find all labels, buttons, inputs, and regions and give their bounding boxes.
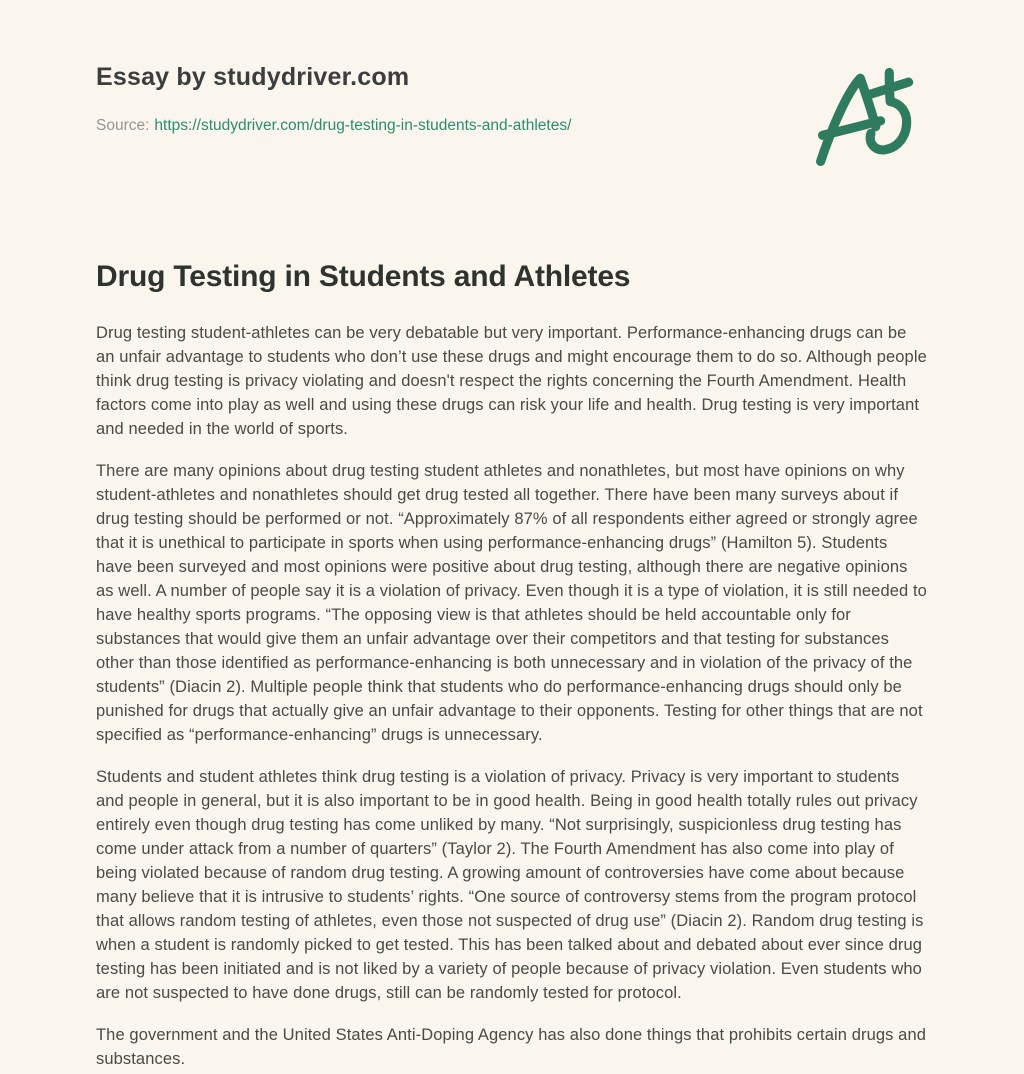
a-plus-logo-icon [810,60,926,172]
source-label: Source: [96,117,150,134]
essay-paragraph-1: Drug testing student-athletes can be very debatable but very important. Performance-enhancing drugs can be an unfair advantage to students who don’t use these drugs and might encourage them to do so. Although people think drug testing is privacy violating and doesn't respect the rights concerning the Fourth Amendment. Health factors come into play as well and using these drugs can risk your life and health. Drug testing is very important and needed in the world of sports. [96,323,927,438]
source-line [96,116,571,136]
header [96,62,928,172]
essay-paragraph-2: There are many opinions about drug testing student athletes and nonathletes, but most have opinions on why student-athletes and nonathletes should get drug tested all together. There have been many surveys about if drug testing should be performed or not. “Approximately 87% of all respondents either agreed or strongly agree that it is unethical to participate in sports when using performance-enhancing drugs” (Hamilton 5). Students have been surveyed and most opinions were positive about drug testing, although there are negative opinions as well. A number of people say it is a violation of privacy. Even though it is a type of violation, it is still needed to have healthy sports programs. “The opposing view is that athletes should be held accountable only for substances that would give them an unfair advantage over their competitors and that testing for substances other than those identified as performance-enhancing is both unnecessary and in violation of the privacy of the students” (Diacin 2). Multiple people think that students who do performance-enhancing drugs should only be punished for drugs that actually give an unfair advantage to their opponents. Testing for other things that are not specified as “performance-enhancing” drugs is unnecessary. [96,461,927,744]
site-title: Essay by studydriver.com [96,63,410,91]
essay-paragraph-3: Students and student athletes think drug testing is a violation of privacy. Privacy is very important to students and people in general, but it is also important to be in good health. Being in good health totally rules out privacy entirely even though drug testing has come unliked by many. “Not surprisingly, suspicionless drug testing has come under attack from a number of quarters” (Taylor 2). The Fourth Amendment has also come into play of being violated because of random drug testing. A growing amount of controversies have come about because many believe that it is intrusive to students’ rights. “One source of controversy stems from the program protocol that allows random testing of athletes, even those not suspected of drug use” (Diacin 2). Random drug testing is when a student is randomly picked to get tested. This has been talked about and debated about ever since drug testing has been initiated and is not liked by a variety of people because of privacy violation. Even students who are not suspected to have done drugs, still can be randomly tested for protocol. [96,767,924,1002]
article [96,260,928,1071]
header-text-block [96,62,571,136]
source-link[interactable]: https://studydriver.com/drug-testing-in-students-and-athletes/ [154,117,572,134]
essay-paragraph-4: The government and the United States Anti-Doping Agency has also done things that prohibits certain drugs and substances. [96,1025,927,1068]
article-title: Drug Testing in Students and Athletes [96,260,631,293]
